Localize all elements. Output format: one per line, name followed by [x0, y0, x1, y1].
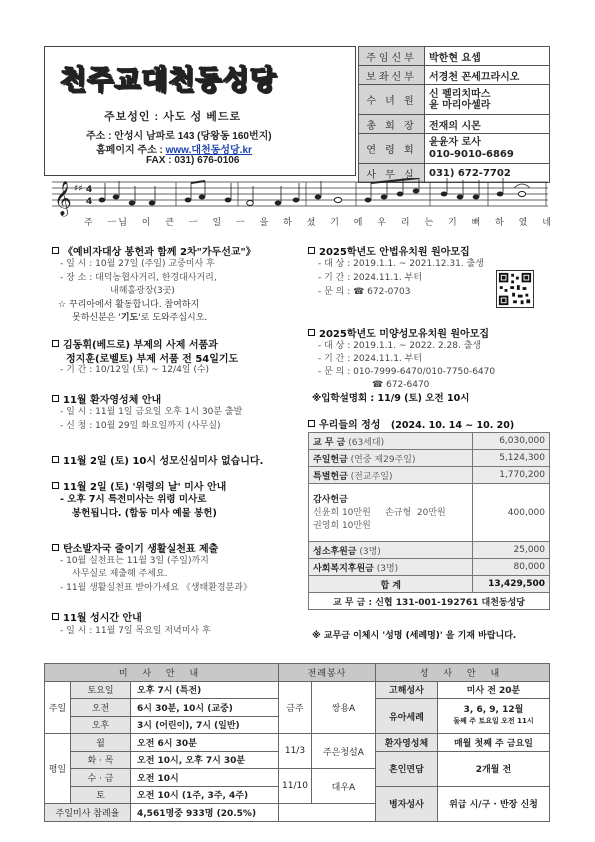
mass-header: 미 사 안 내: [45, 664, 279, 682]
offering-value: 5,124,300: [473, 450, 550, 467]
staff-name: 전재의 시몬: [425, 115, 550, 134]
svg-text:♯♯: ♯♯: [74, 184, 83, 194]
notice-title: [52, 243, 256, 258]
homepage-label: 홈페이지 주소 :: [96, 145, 166, 156]
schedule-table: [44, 663, 550, 822]
notice-title: [308, 325, 489, 340]
server-date: 11/3: [279, 734, 312, 769]
notice-line: - 일 시 : 11월 7일 목요일 저녁미사 후: [60, 626, 211, 636]
notice-title-text: 탄소발자국 줄이기 생활실천표 제출: [63, 544, 219, 555]
notice-title: [52, 336, 218, 351]
offering-title: [308, 416, 514, 431]
offering-row: [309, 467, 473, 484]
svg-text:𝄞: 𝄞: [54, 181, 72, 216]
patron-saint: 주보성인 : 사도 성 베드로: [104, 111, 242, 123]
notice-line: 내혜홀광장(3곳): [110, 286, 175, 296]
notice-title: [308, 243, 470, 258]
sacrament-value: [437, 699, 549, 734]
sacrament-value: 매월 첫째 주 금요일: [437, 734, 549, 752]
offering-value: 400,000: [473, 484, 550, 542]
notice-title-text: 2025학년도 안법유치원 원아모집: [319, 247, 470, 258]
sacrament-value: 2개월 전: [437, 751, 549, 786]
server-empty: [279, 804, 376, 822]
offering-row: [309, 542, 473, 559]
sacrament-name: 병자성사: [375, 786, 437, 821]
homepage: [96, 141, 252, 156]
notice-emphasis: 기도: [120, 313, 139, 323]
server-date: 11/10: [279, 769, 312, 804]
mass-day: 오후: [71, 716, 131, 734]
offering-sub: (3명): [376, 563, 399, 574]
notice-line: - 신 청 : 10월 29일 화요일까지 (사무실): [60, 421, 221, 431]
staff-name: 신 펠리치따스 윤 마리아셀라: [425, 85, 550, 115]
sacrament-value-detail: 둘째 주 토요일 오전 11시: [453, 717, 534, 725]
notice-line: - 대 상 : 2019.1.1. ~ 2021.12.31. 출생: [318, 259, 484, 269]
mass-day: 오전: [71, 699, 131, 717]
parish-title: 천주교대천동성당: [60, 65, 277, 96]
offering-sub: (63세대): [348, 437, 385, 448]
notice-line: - 문 의 : ☎ 672-0703: [318, 287, 411, 297]
notice-line: [72, 312, 207, 325]
qr-code[interactable]: [496, 270, 534, 308]
notice-line: - 대 상 : 2019.1.1. ~ 2022. 2.28. 출생: [318, 341, 482, 351]
mass-time: 6시 30분, 10시 (교중): [131, 699, 279, 717]
offering-value: 25,000: [473, 542, 550, 559]
offering-table: [308, 432, 550, 610]
offering-sub: (전교주일): [350, 471, 393, 482]
staff-role: 수 녀 원: [359, 85, 425, 115]
mass-time: 오전 10시, 오후 7시 30분: [131, 751, 279, 769]
staff-name: 윤윤자 로사 010-9010-6869: [425, 134, 550, 164]
notice-text: '로 도와주십시오.: [138, 313, 208, 323]
offering-sub: (3명): [359, 546, 381, 557]
offering-total-value: 13,429,500: [473, 576, 550, 593]
staff-role: 보좌신부: [359, 66, 425, 85]
staff-table: [358, 46, 550, 183]
server-team: 주은청설A: [311, 734, 375, 769]
staff-role: 사 무 실: [359, 164, 425, 183]
svg-text:4: 4: [86, 185, 93, 195]
hymn-lyrics: 주 ㅡ님 이 큰 ㅡ 일 ㅡ 을 하 셨 기 에 우 리 는 기 뻐 하 였 네: [84, 218, 553, 228]
offering-value: 1,770,200: [473, 467, 550, 484]
sunday-label: 주일: [45, 681, 71, 734]
staff-name: 031) 672-7702: [425, 164, 550, 183]
notice-title-text: 11월 2일 (토) '위령의 날' 미사 안내: [63, 482, 227, 493]
notice-line: - 문 의 : 010-7999-6470/010-7750-6470: [318, 367, 496, 377]
offering-label: 특별헌금: [313, 471, 348, 482]
offering-label: 사회복지후원금: [313, 563, 374, 574]
notice-title: [52, 540, 218, 555]
notice-line: 봉헌됩니다. (합동 미사 예물 봉헌): [72, 508, 217, 519]
mass-time: 오전 10시 (1주, 3주, 4주): [131, 786, 279, 804]
address: 주소 : 안성시 남파로 143 (당왕동 160번지): [86, 131, 272, 142]
notice-title-text: 《예비자대상 봉헌과 함께 2차"가두선교"》: [63, 247, 256, 258]
thanks-offering: [309, 484, 473, 542]
offering-value: 80,000: [473, 559, 550, 576]
svg-text:4: 4: [86, 197, 93, 207]
notice-line: ☆ 꾸리아에서 활동합니다. 참여하지: [58, 300, 200, 310]
notice-line: - 오후 7시 특전미사는 위령 미사로: [60, 494, 207, 505]
notice-title: [52, 478, 226, 493]
offering-period: (2024. 10. 14 ~ 10. 20): [390, 420, 515, 431]
notice-title-text: 2025학년도 미양성모유치원 원아모집: [319, 329, 490, 340]
staff-role: 연 령 회: [359, 134, 425, 164]
notice-line: ☎ 672-6470: [372, 380, 430, 390]
staff-name: 박한현 요셉: [425, 47, 550, 66]
attendance-label: 주일미사 참례율: [45, 804, 131, 822]
notice-title: [52, 391, 161, 406]
sacrament-name: 고해성사: [375, 681, 437, 699]
notice-line: - 11월 생활실천표 받아가세요 《생태환경분과》: [60, 583, 252, 593]
mass-day: 화 · 목: [71, 751, 131, 769]
notice-line: - 기 간 : 2024.11.1. 부터: [318, 354, 423, 364]
sacrament-name: 혼인면담: [375, 751, 437, 786]
staff-name: 서경천 꼰세끄라시오: [425, 66, 550, 85]
notice-line: - 일 시 : 11월 1일 금요일 오후 1시 30분 출발: [60, 407, 243, 417]
notice-line: ※입학설명회 : 11/9 (토) 오전 10시: [312, 393, 470, 404]
offering-row: [309, 559, 473, 576]
sacrament-value: 위급 시/구 · 반장 신청: [437, 786, 549, 821]
mass-time: 오전 6시 30분: [131, 734, 279, 752]
offering-sub: (연중 제29주일): [350, 454, 416, 465]
sacrament-value-text: 3, 6, 9, 12월: [463, 705, 524, 715]
notice-title: 정지훈(로벨토) 부제 서품 전 54일기도: [66, 354, 239, 365]
sacrament-header: 성 사 안 내: [375, 664, 549, 682]
server-week-team: 쌍용A: [311, 681, 375, 734]
thanks-donors: 신윤희 10만원 손규형 20만원: [313, 508, 446, 518]
mass-day: 토: [71, 786, 131, 804]
mass-time: 3시 (어린이), 7시 (일반): [131, 716, 279, 734]
notice-title-text: 11월 성시간 안내: [63, 613, 142, 624]
offering-account: 교 무 금 : 신협 131-001-192761 대천동성당: [309, 593, 550, 610]
notice-line: - 10월 실천표는 11월 3일 (주일)까지: [60, 556, 209, 566]
thanks-donors: 권영희 10만원: [313, 521, 371, 531]
offering-title-text: 우리들의 정성: [319, 420, 381, 431]
notice-line: - 기 간 : 2024.11.1. 부터: [318, 273, 423, 283]
sacrament-name: 유아세례: [375, 699, 437, 734]
notice-title: [52, 609, 142, 624]
weekday-label: 평일: [45, 734, 71, 804]
offering-row: [309, 433, 473, 450]
notice-line: - 장 소 : 대덕농협사거리, 한경대사거리,: [60, 273, 217, 283]
offering-note: ※ 교무금 이체시 '성명 (세례명)' 을 기재 바랍니다.: [312, 631, 517, 641]
server-week-label: 금주: [279, 681, 312, 734]
notice-line: - 일 시 : 10월 27일 (주일) 교중미사 후: [60, 259, 215, 269]
mass-day: 수 · 금: [71, 769, 131, 787]
mass-time: 오후 7시 (특전): [131, 681, 279, 699]
staff-role: 총 회 장: [359, 115, 425, 134]
mass-time: 오전 10시: [131, 769, 279, 787]
offering-value: 6,030,000: [473, 433, 550, 450]
mass-day: 토요일: [71, 681, 131, 699]
notice-title: [52, 452, 263, 467]
notice-title-text: 11월 환자영성체 안내: [63, 395, 162, 406]
notice-text: 못하신분은 ': [72, 313, 121, 323]
server-header: 전례봉사: [279, 664, 376, 682]
offering-label: 주일헌금: [313, 454, 348, 465]
notice-title-text: 김동휘(베드로) 부제의 사제 서품과: [63, 340, 218, 351]
offering-total-label: 합 계: [309, 576, 473, 593]
attendance-value: 4,561명중 933명 (20.5%): [131, 804, 279, 822]
offering-label: 감사헌금: [313, 495, 348, 505]
offering-label: 성소후원금: [313, 546, 357, 557]
server-team: 대우A: [311, 769, 375, 804]
sacrament-name: 환자영성체: [375, 734, 437, 752]
sacrament-value: 미사 전 20분: [437, 681, 549, 699]
offering-row: [309, 450, 473, 467]
notice-title-text: 11월 2일 (토) 10시 성모신심미사 없습니다.: [63, 456, 264, 467]
offering-label: 교 무 금: [313, 437, 346, 448]
mass-day: 월: [71, 734, 131, 752]
notice-line: - 기 간 : 10/12일 (토) ~ 12/4일 (수): [60, 365, 210, 375]
staff-role: 주임신부: [359, 47, 425, 66]
fax: FAX : 031) 676-0106: [146, 155, 240, 166]
notice-line: 사무실로 제출해 주세요.: [72, 569, 168, 579]
homepage-link[interactable]: www.대천동성당.kr: [165, 145, 252, 156]
